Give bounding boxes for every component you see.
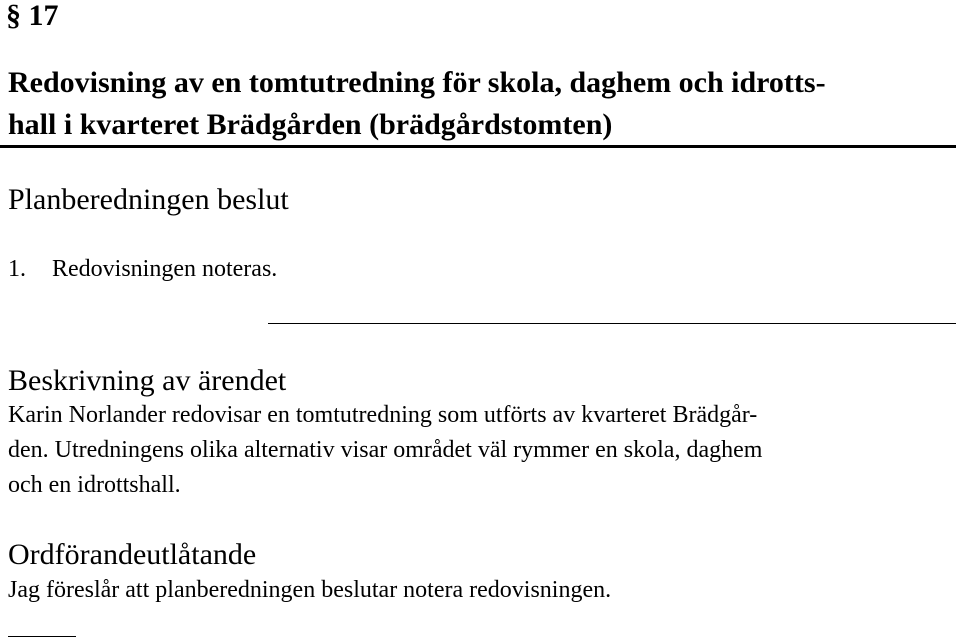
- title-line-2: hall i kvarteret Brädgården (brädgårdstomten): [8, 108, 613, 141]
- decision-item-text: Redovisningen noteras.: [52, 256, 278, 282]
- description-heading: Beskrivning av ärendet: [8, 364, 287, 397]
- title-line-1: Redovisning av en tomtutredning för skola, daghem och idrotts-: [8, 66, 826, 99]
- footnote-divider: [8, 636, 76, 637]
- title-divider: [0, 145, 956, 148]
- decision-item-number: 1.: [8, 256, 26, 282]
- section-number: § 17: [6, 0, 59, 32]
- section-divider: [268, 323, 956, 324]
- description-line-1: Karin Norlander redovisar en tomtutredning som utförts av kvarteret Brädgår-: [8, 402, 758, 428]
- document-title: [8, 62, 826, 146]
- chair-statement-heading: Ordförandeutlåtande: [8, 538, 257, 571]
- description-line-2: den. Utredningens olika alternativ visar området väl rymmer en skola, daghem: [8, 437, 763, 463]
- decision-item: [8, 252, 277, 286]
- decision-heading: Planberedningen beslut: [8, 183, 289, 216]
- chair-statement-text: Jag föreslår att planberedningen beslutar notera redovisningen.: [8, 577, 612, 603]
- description-line-3: och en idrottshall.: [8, 472, 181, 498]
